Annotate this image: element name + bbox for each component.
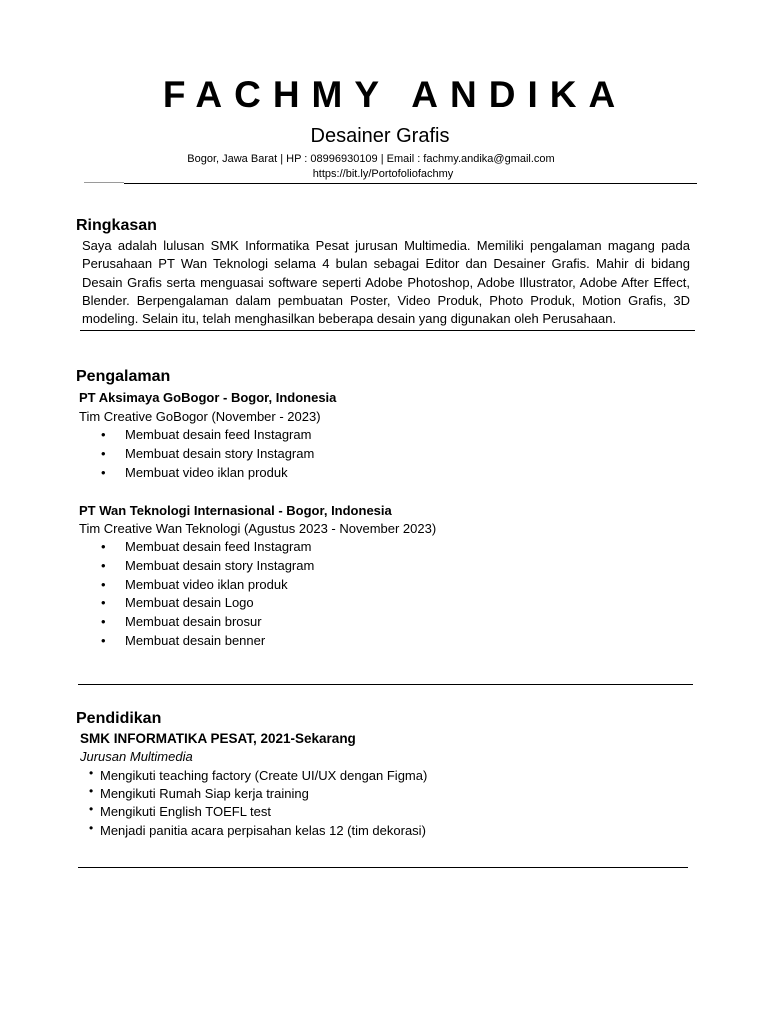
list-item: • Membuat desain benner [79, 632, 699, 651]
education-divider [78, 867, 688, 868]
list-item: • Membuat desain brosur [79, 613, 699, 632]
education-activity-list [89, 767, 689, 840]
list-item: • Membuat video iklan produk [79, 464, 699, 483]
experience-heading: Pengalaman [76, 368, 171, 385]
company-name: PT Aksimaya GoBogor - Bogor, Indonesia [79, 390, 337, 405]
job-entry [79, 389, 699, 482]
job-period: Tim Creative GoBogor (November - 2023) [79, 409, 321, 424]
summary-heading: Ringkasan [76, 217, 157, 234]
list-item: • Mengikuti English TOEFL test [89, 803, 689, 821]
list-item: • Mengikuti Rumah Siap kerja training [89, 785, 689, 803]
list-item: • Membuat desain story Instagram [79, 557, 699, 576]
summary-text: Saya adalah lulusan SMK Informatika Pesat jurusan Multimedia. Memiliki pengalaman magang pada Perusahaan PT Wan Teknologi selama 4 bulan sebagai Editor dan Desainer Grafis. Mahir di bidang Desain Grafis serta menguasai software seperti Adobe Photoshop, Adobe Illustrator, Adobe After Effect, Blender. Berpengalaman dalam pembuatan Poster, Video Produk, Photo Produk, Motion Grafis, 3D modeling. Selain itu, telah menghasilkan beberapa desain yang digunakan oleh Perusahaan. [82, 238, 690, 327]
list-item: • Membuat desain feed Instagram [79, 426, 699, 445]
list-item: • Membuat desain Logo [79, 594, 699, 613]
list-item: • Membuat desain feed Instagram [79, 538, 699, 557]
list-item: • Membuat video iklan produk [79, 576, 699, 595]
education-heading: Pendidikan [76, 710, 162, 727]
list-item: • Mengikuti teaching factory (Create UI/UX dengan Figma) [89, 767, 689, 785]
job-entry [79, 501, 699, 651]
task-list [79, 538, 699, 651]
header-divider-left [84, 182, 124, 183]
summary-divider [80, 330, 695, 331]
job-period: Tim Creative Wan Teknologi (Agustus 2023 - November 2023) [79, 521, 437, 536]
portfolio-link[interactable]: https://bit.ly/Portofoliofachmy [312, 168, 454, 180]
school-name: SMK INFORMATIKA PESAT, 2021-Sekarang [80, 731, 356, 746]
major-name: Jurusan Multimedia [80, 749, 193, 764]
list-item: • Menjadi panitia acara perpisahan kelas 12 (tim dekorasi) [89, 822, 689, 840]
company-name: PT Wan Teknologi Internasional - Bogor, Indonesia [79, 503, 392, 518]
contact-info: Bogor, Jawa Barat | HP : 08996930109 | Email : fachmy.andika@gmail.com [187, 153, 555, 165]
list-item: • Membuat desain story Instagram [79, 445, 699, 464]
job-title: Desainer Grafis [310, 125, 450, 147]
task-list [79, 426, 699, 482]
header-divider [124, 183, 697, 184]
candidate-name: FACHMY ANDIKA [162, 74, 628, 115]
experience-divider [78, 684, 693, 685]
